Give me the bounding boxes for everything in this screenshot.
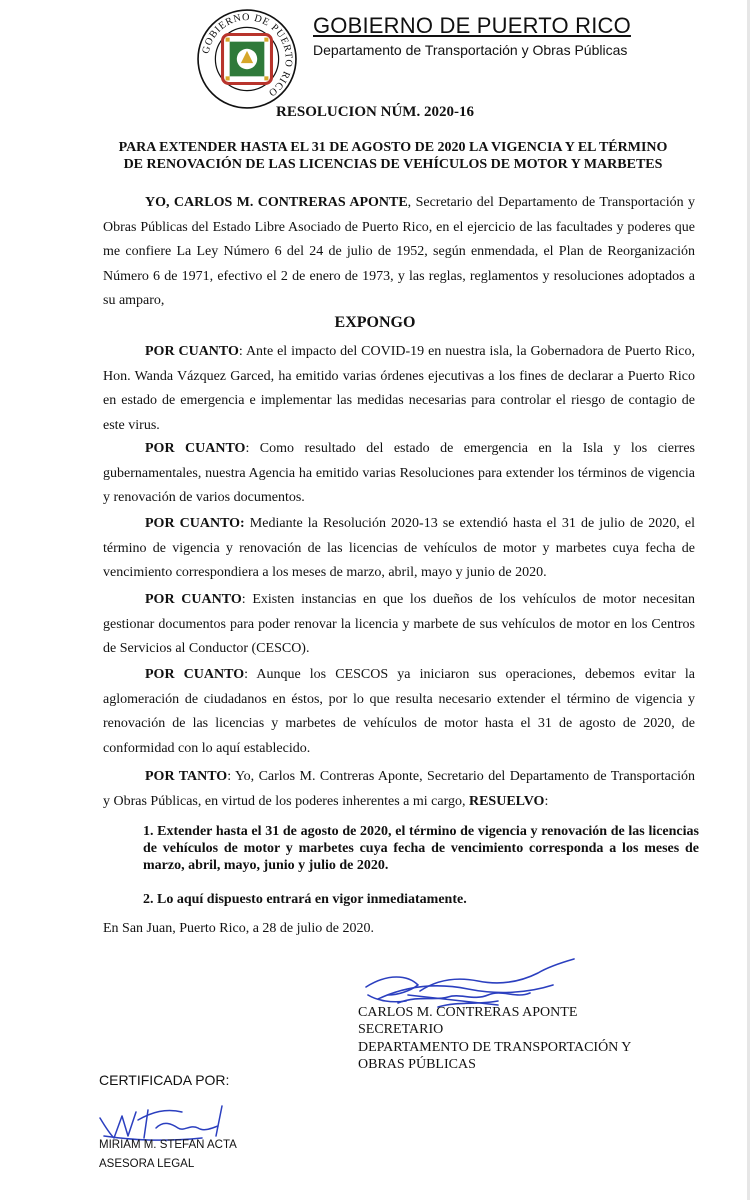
intro-paragraph [103,191,695,314]
consideration-paragraph [103,663,695,761]
consideration-text: : Como resultado del estado de emergencia en la Isla y los cierres gubernamentales, nuestra Agencia ha emitido varias Resoluciones para extender los términos de vigencia y renovación de varios documentos. [103,441,695,505]
seal-ring-text: GOBIERNO DE PUERTO RICO [200,12,294,99]
consideration-text: : Aunque los CESCOS ya iniciaron sus operaciones, debemos evitar la aglomeración de ciudadanos en éstos, por lo que resulta necesario extender el término de vigencia y renovación de las licencias y marbetes de vehículos de motor hasta el 31 de agosto de 2020, de conformidad con lo aquí establecido. [103,667,695,756]
resuelvo-label: RESUELVO [468,793,545,809]
department-subtitle: Departamento de Transportación y Obras Públicas [313,42,628,58]
consideration-paragraph [103,437,695,511]
consideration-text: : Ante el impacto del COVID-19 en nuestra isla, la Gobernadora de Puerto Rico, Hon. Wanda Vázquez Garced, ha emitido varias órdenes ejecutivas a los fines de declarar a Puerto Rico en estado de emergencia e implementar las medidas necesarias para controlar el riesgo de contagio de este virus. [103,344,696,433]
coat-of-arms-seal-icon [196,8,298,110]
por-tanto-label: POR TANTO [145,769,228,784]
signatory-title: SECRETARIO [358,1022,444,1037]
resolution-title: PARA EXTENDER HASTA EL 31 DE AGOSTO DE 2020 LA VIGENCIA Y EL TÉRMINO DE RENOVACIÓN DE LAS LICENCIAS DE VEHÍCULOS DE MOTOR Y MARBETES [118,140,668,172]
certifier-role: ASESORA LEGAL [99,1158,195,1170]
government-title: GOBIERNO DE PUERTO RICO [313,13,631,38]
consideration-paragraph [103,588,695,662]
consideration-label: POR CUANTO [145,441,246,456]
intro-text: , Secretario del Departamento de Transportación y Obras Públicas del Estado Libre Asociado de Puerto Rico, en el ejercicio de las facultades y poderes que me confiere La Ley Número 6 del 24 de julio de 1952, según enmendada, el Plan de Reorganización Número 6 de 1971, efectivo el 2 de enero de 1973, y las reglas, reglamentos y resoluciones adoptados a su amparo, [103,195,695,308]
intro-lead: YO, CARLOS M. CONTRERAS APONTE [145,195,408,210]
signatory-department-line1: DEPARTAMENTO DE TRANSPORTACIÓN Y [358,1040,632,1055]
signatory-department-line2: OBRAS PÚBLICAS [358,1057,476,1072]
consideration-text: : Existen instancias en que los dueños de los vehículos de motor necesitan gestionar documentos para poder renovar la licencia y marbete de sus vehículos de motor en los Centros de Servicios al Conductor (CESCO). [103,592,696,656]
por-tanto-colon: : [544,793,549,809]
place-date: En San Juan, Puerto Rico, a 28 de julio de 2020. [103,921,375,936]
expongo-heading: EXPONGO [334,314,416,331]
signatory-name: CARLOS M. CONTRERAS APONTE [358,1005,578,1020]
consideration-label: POR CUANTO: [145,516,245,531]
consideration-paragraph [103,340,695,438]
consideration-label: POR CUANTO [145,344,239,359]
certification-label: CERTIFICADA POR: [99,1072,230,1088]
consideration-text: Mediante la Resolución 2020-13 se extendió hasta el 31 de julio de 2020, el término de vigencia y renovación de las licencias de vehículos de motor y marbetes cuya fecha de vencimiento correspondiera a los meses de marzo, abril, mayo y junio de 2020. [103,516,695,580]
resolution-item: 2. Lo aquí dispuesto entrará en vigor inmediatamente. [143,892,467,907]
consideration-label: POR CUANTO [145,592,242,607]
consideration-label: POR CUANTO [145,667,245,682]
resolution-item: 1. Extender hasta el 31 de agosto de 2020, el término de vigencia y renovación de las licencias de vehículos de motor y marbetes cuya fecha de vencimiento corresponda a los meses de marzo, abril, mayo, junio y julio de 2020. [143,824,699,873]
certifier-name: MIRIAM M. STEFAN ACTA [99,1139,237,1151]
resolution-number: RESOLUCION NÚM. 2020-16 [276,104,474,120]
consideration-paragraph [103,512,695,586]
por-tanto-paragraph [103,765,695,814]
por-tanto-text: : Yo, Carlos M. Contreras Aponte, Secretario del Departamento de Transportación y Obras Públicas, en virtud de los poderes inherentes a mi cargo, [103,769,696,809]
